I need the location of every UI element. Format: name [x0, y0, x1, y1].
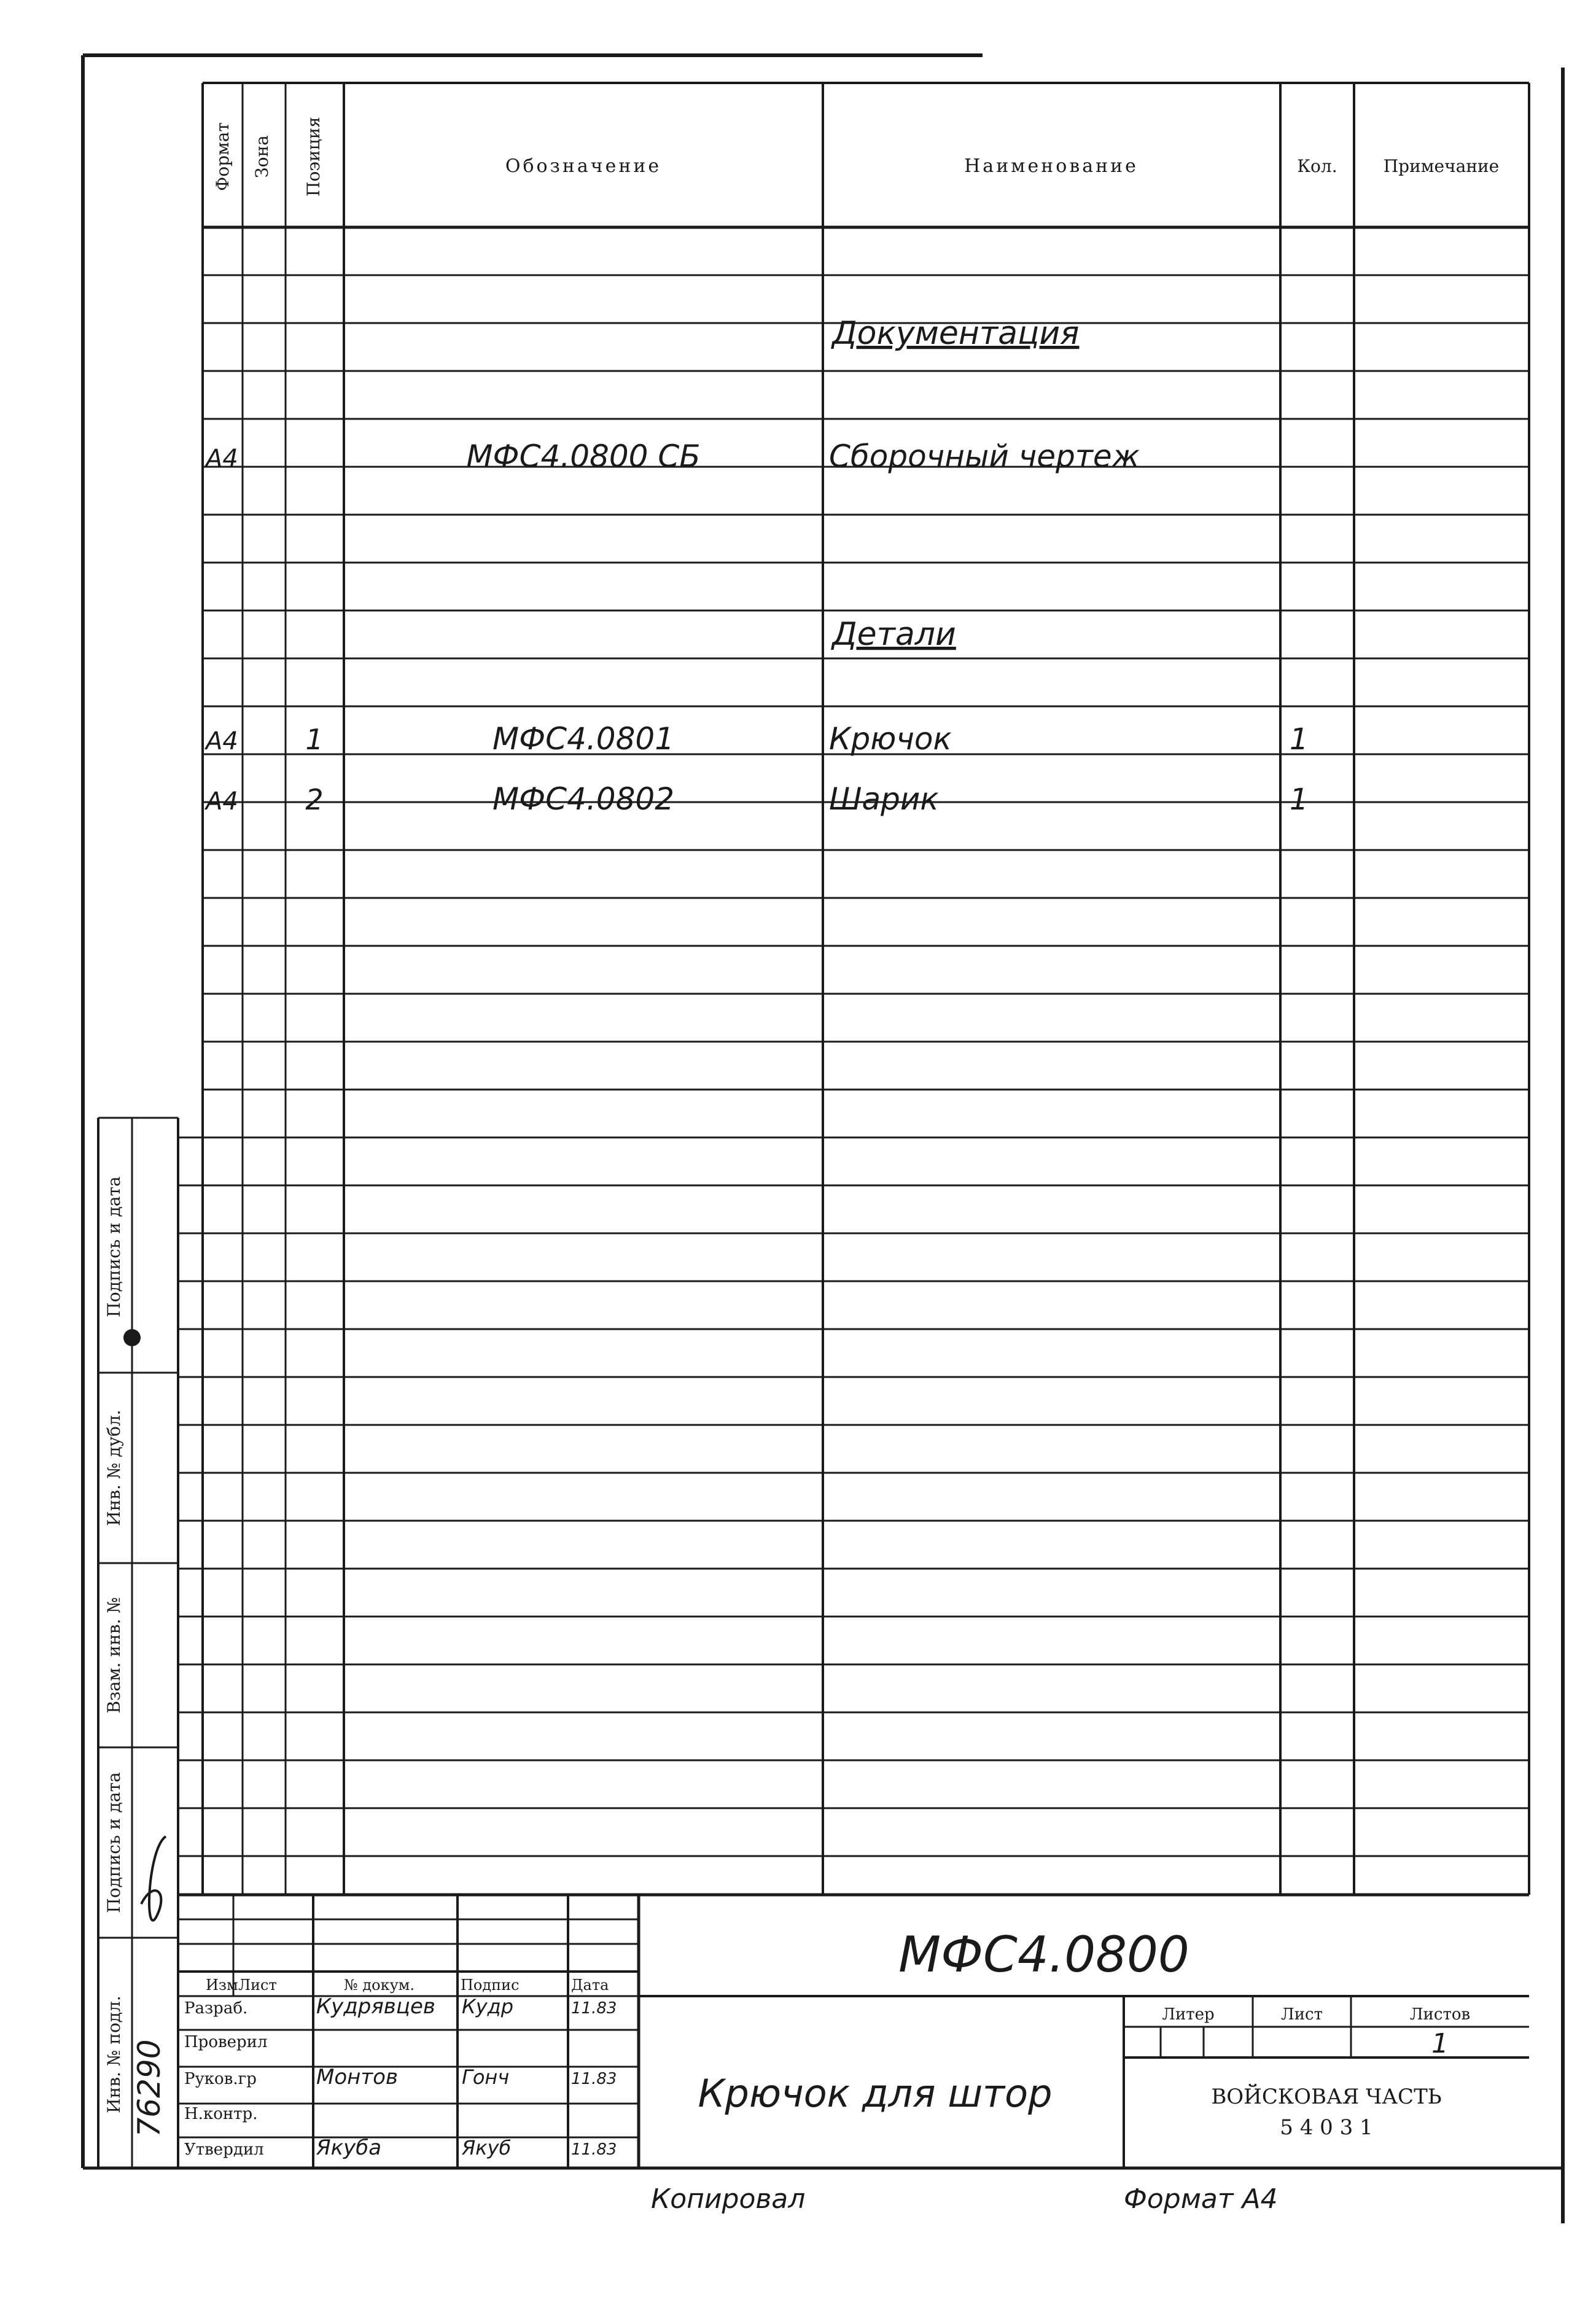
role-label: Руков.гр: [184, 2070, 257, 2088]
row-designation: МФС4.0801: [492, 721, 675, 757]
side-label-signature-date-bottom: Подпись и дата: [104, 1772, 124, 1913]
header-note: Примечание: [1383, 156, 1500, 176]
col-izm: Изм: [206, 1976, 238, 1994]
row-qty: 1: [1290, 722, 1309, 757]
header-format: Формат: [212, 122, 233, 191]
header-name: Наименование: [964, 155, 1139, 177]
sheets-value: 1: [1431, 2028, 1449, 2059]
row-format: А4: [206, 727, 238, 755]
row-qty: 1: [1290, 782, 1309, 817]
col-docum: № докум.: [344, 1976, 415, 1994]
row-format: А4: [206, 787, 238, 816]
row-position: 1: [305, 723, 324, 756]
side-label-signature-date-top: Подпись и дата: [104, 1176, 124, 1317]
footer-format: Формат А4: [1124, 2183, 1278, 2215]
inv-orig-value: 76290: [131, 2039, 167, 2137]
row-designation: МФС4.0802: [492, 781, 675, 817]
side-label-vzam-inv: Взам. инв. №: [104, 1597, 124, 1714]
organization-line2: 5 4 0 3 1: [1280, 2115, 1373, 2140]
sheets-label: Листов: [1409, 2005, 1471, 2024]
title-block-role-row: [184, 2136, 617, 2160]
doc-code: МФС4.0800: [898, 1926, 1189, 1983]
table-row: [204, 781, 1309, 817]
row-name: Шарик: [829, 781, 939, 817]
row-designation: МФС4.0800 СБ: [466, 439, 701, 474]
sheet-label: Лист: [1281, 2005, 1323, 2024]
header-designation: Обозначение: [505, 155, 662, 177]
doc-title: Крючок для штор: [698, 2071, 1053, 2116]
footer-copied: Копировал: [651, 2183, 806, 2215]
header-qty: Кол.: [1297, 156, 1337, 176]
role-date: 11.83: [571, 2070, 617, 2088]
role-name: Якуба: [316, 2136, 382, 2160]
role-date: 11.83: [571, 1999, 617, 2018]
col-podpis: Подпис: [461, 1976, 520, 1994]
row-position: 2: [305, 783, 324, 816]
title-block-role-row: [184, 2105, 257, 2123]
title-block-role-row: [184, 2033, 267, 2051]
title-block: [178, 1895, 1529, 2168]
header-position: Поэиция: [303, 117, 324, 197]
header-zone: Зона: [252, 135, 272, 178]
col-data: Дата: [571, 1976, 609, 1994]
side-label-inv-orig: Инв. № подл.: [104, 1995, 124, 2113]
section-documentation: Документация: [832, 315, 1080, 352]
row-name: Сборочный чертеж: [829, 439, 1140, 474]
role-label: Н.контр.: [184, 2105, 258, 2123]
title-block-role-row: [184, 2065, 617, 2089]
side-stamp: [98, 1118, 178, 2168]
role-signature: Кудр: [462, 1995, 514, 2018]
role-name: Монтов: [316, 2065, 399, 2089]
section-parts: Детали: [832, 616, 956, 653]
row-format: А4: [206, 445, 238, 473]
role-label: Утвердил: [184, 2140, 264, 2159]
role-label: Разраб.: [184, 1999, 248, 2018]
role-name: Кудрявцев: [316, 1994, 435, 2019]
signature-mark: [141, 1836, 166, 1921]
role-date: 11.83: [571, 2140, 617, 2159]
organization-line1: ВОЙСКОВАЯ ЧАСТЬ: [1211, 2085, 1442, 2109]
spec-table-grid: [178, 83, 1529, 1895]
litera-label: Литер: [1162, 2005, 1215, 2024]
title-block-role-row: [184, 1994, 617, 2019]
side-label-inv-dubl: Инв. № дубл.: [104, 1410, 124, 1526]
punch-dot: [123, 1329, 141, 1346]
role-signature: Якуб: [462, 2136, 512, 2159]
col-list: Лист: [238, 1976, 277, 1994]
spec-table-header: [212, 117, 1499, 197]
role-label: Проверил: [184, 2033, 268, 2051]
table-row: [204, 721, 1309, 757]
row-name: Крючок: [829, 721, 952, 757]
role-signature: Гонч: [462, 2065, 510, 2089]
